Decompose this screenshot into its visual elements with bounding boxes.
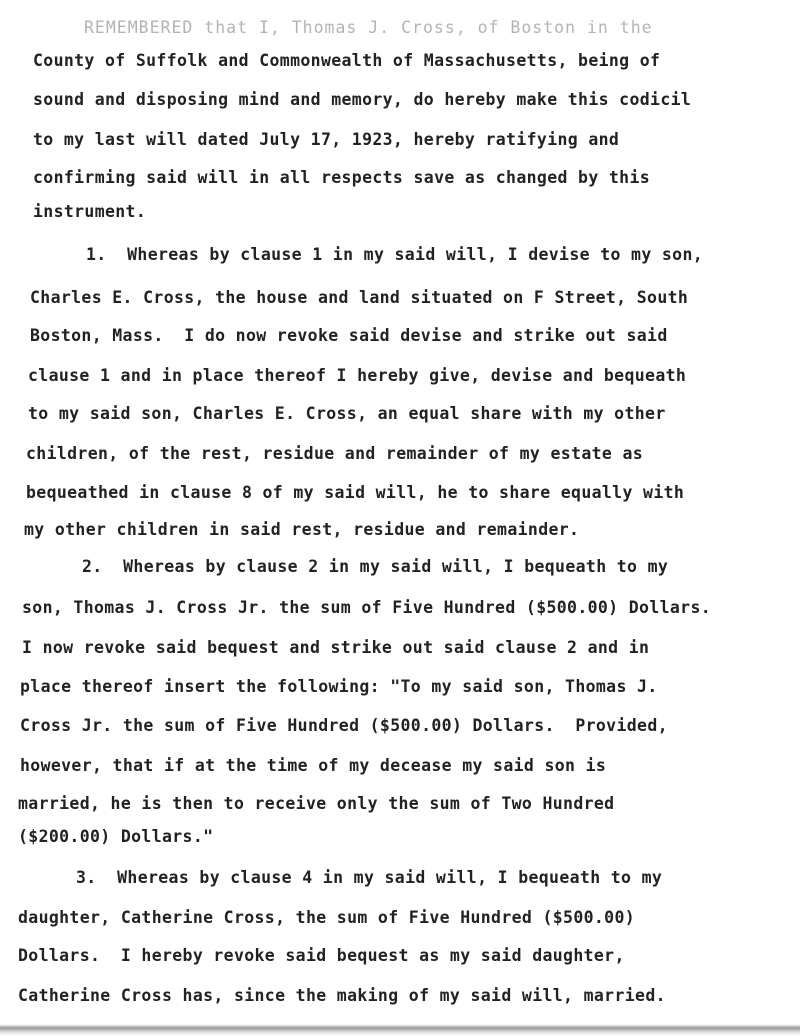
text-line-24: daughter, Catherine Cross, the sum of Five Hundred ($500.00)	[18, 908, 636, 927]
text-line-4: to my last will dated July 17, 1923, hereby ratifying and	[33, 130, 620, 149]
text-line-23: 3. Whereas by clause 4 in my said will, I bequeath to my	[76, 868, 663, 887]
text-line-2: County of Suffolk and Commonwealth of Massachusetts, being of	[33, 51, 661, 70]
text-line-7: 1. Whereas by clause 1 in my said will, I devise to my son,	[86, 245, 704, 264]
text-line-10: clause 1 and in place thereof I hereby give, devise and bequeath	[28, 366, 687, 385]
text-line-12: children, of the rest, residue and remainder of my estate as	[26, 444, 644, 463]
text-line-16: son, Thomas J. Cross Jr. the sum of Five Hundred ($500.00) Dollars.	[22, 598, 712, 617]
text-line-9: Boston, Mass. I do now revoke said devise and strike out said	[30, 326, 668, 345]
page-bottom-edge	[0, 1018, 800, 1036]
text-line-13: bequeathed in clause 8 of my said will, he to share equally with	[26, 483, 685, 502]
text-line-17: I now revoke said bequest and strike out said clause 2 and in	[22, 638, 650, 657]
text-line-14: my other children in said rest, residue and remainder.	[24, 520, 580, 539]
text-line-25: Dollars. I hereby revoke said bequest as my said daughter,	[18, 946, 625, 965]
text-line-8: Charles E. Cross, the house and land situated on F Street, South	[30, 288, 689, 307]
text-line-19: Cross Jr. the sum of Five Hundred ($500.00) Dollars. Provided,	[20, 716, 668, 735]
text-line-20: however, that if at the time of my decease my said son is	[20, 756, 607, 775]
text-line-18: place thereof insert the following: "To my said son, Thomas J.	[20, 677, 658, 696]
text-line-15: 2. Whereas by clause 2 in my said will, I bequeath to my	[82, 557, 669, 576]
text-line-1: REMEMBERED that I, Thomas J. Cross, of Boston in the	[84, 18, 653, 37]
text-line-3: sound and disposing mind and memory, do hereby make this codicil	[33, 90, 692, 109]
text-line-11: to my said son, Charles E. Cross, an equal share with my other	[28, 404, 666, 423]
text-line-5: confirming said will in all respects save as changed by this	[33, 168, 651, 187]
text-line-6: instrument.	[33, 202, 147, 221]
text-line-21: married, he is then to receive only the sum of Two Hundred	[18, 794, 615, 813]
text-line-26: Catherine Cross has, since the making of my said will, married.	[18, 986, 666, 1005]
text-line-22: ($200.00) Dollars."	[18, 827, 214, 846]
